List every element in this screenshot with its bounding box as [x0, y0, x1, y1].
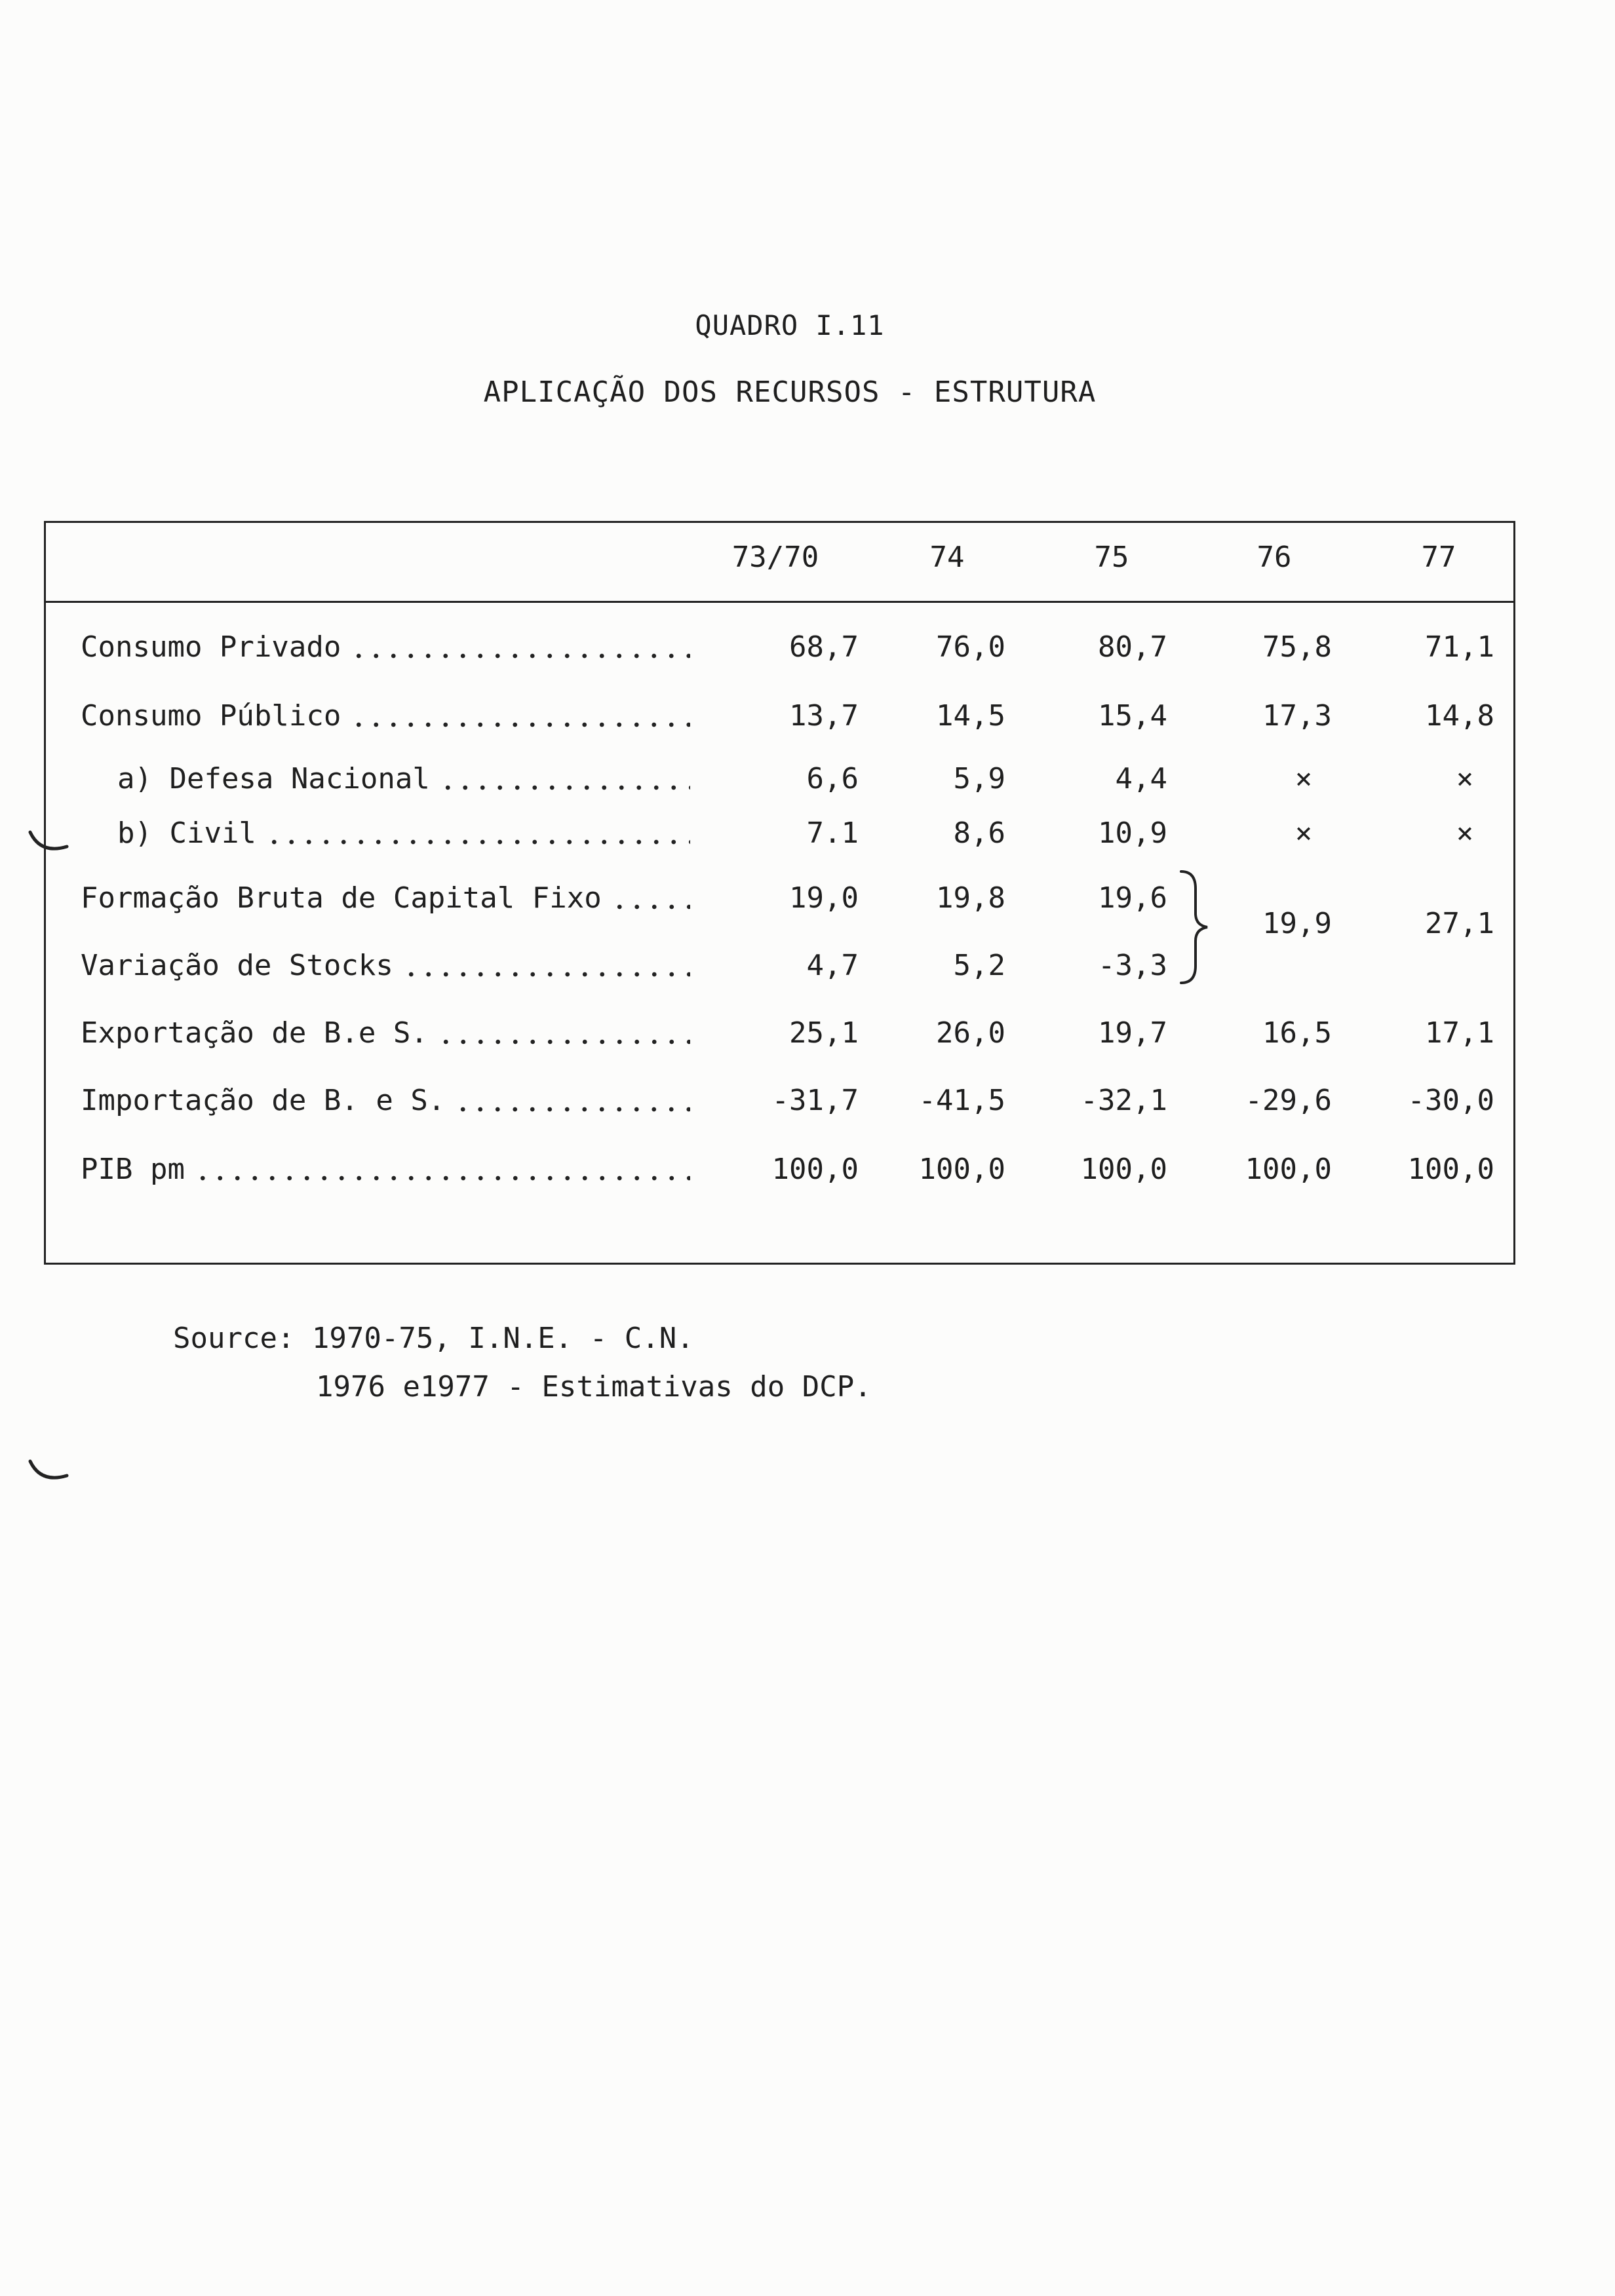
table-cell: 10,9 [1098, 816, 1167, 850]
table-header-row [0, 541, 1615, 575]
table-cell: 16,5 [1262, 1016, 1332, 1050]
table-number: QUADRO I.11 [695, 309, 885, 341]
source-note: Source: 1970-75, I.N.E. - C.N. [173, 1322, 694, 1355]
table-row-pib-pm [0, 1153, 1615, 1187]
table-cell: 6,6 [806, 762, 859, 795]
table-cell: 80,7 [1098, 630, 1167, 664]
column-header-75: 75 [1094, 541, 1129, 574]
table-cell-combined-76: 19,9 [1262, 907, 1332, 940]
table-row-fbcf-stocks-combined [0, 907, 1615, 941]
row-label [81, 630, 690, 664]
dot-leader [350, 630, 690, 664]
punch-mark-icon [26, 1456, 72, 1489]
source-note-continued: 1976 e1977 - Estimativas do DCP. [316, 1370, 872, 1404]
row-label [81, 1084, 690, 1118]
table-cell: 100,0 [1245, 1153, 1332, 1186]
table-cell: 19,0 [789, 881, 859, 915]
table-row-variacao-stocks [0, 949, 1615, 983]
table-cell: 13,7 [789, 699, 859, 733]
dot-leader [437, 1016, 690, 1050]
table-cell: 15,4 [1098, 699, 1167, 733]
table-cell-not-available: × [1294, 816, 1313, 850]
table-cell: 4,7 [806, 949, 859, 982]
row-label-text: b) Civil [117, 816, 256, 850]
table-row-defesa-nacional [0, 762, 1615, 796]
table-cell: 17,1 [1425, 1016, 1494, 1050]
table-cell: 19,7 [1098, 1016, 1167, 1050]
header-divider [44, 601, 1515, 603]
row-label [117, 816, 690, 851]
column-header-77: 77 [1421, 541, 1456, 574]
table-cell: 75,8 [1262, 630, 1332, 664]
row-label [81, 1153, 690, 1187]
row-label-text: Exportação de B.e S. [81, 1016, 428, 1050]
table-cell: 5,9 [953, 762, 1005, 795]
row-label [117, 762, 690, 796]
table-cell: -31,7 [771, 1084, 859, 1117]
table-cell: 19,6 [1098, 881, 1167, 915]
table-title: APLICAÇÃO DOS RECURSOS - ESTRUTURA [483, 375, 1097, 409]
column-header-76: 76 [1256, 541, 1292, 574]
table-cell: 71,1 [1425, 630, 1494, 664]
table-cell-combined-77: 27,1 [1425, 907, 1494, 940]
table-row-importacao [0, 1084, 1615, 1118]
punch-mark-icon [26, 827, 72, 860]
table-cell-not-available: × [1456, 762, 1474, 795]
table-cell: 19,8 [936, 881, 1005, 915]
dot-leader [350, 699, 690, 733]
table-cell: 4,4 [1115, 762, 1167, 795]
table-cell: 100,0 [918, 1153, 1005, 1186]
table-cell: 17,3 [1262, 699, 1332, 733]
table-cell: 14,8 [1425, 699, 1494, 733]
dot-leader [402, 949, 690, 983]
row-label-text: Variação de Stocks [81, 949, 393, 982]
table-cell: -3,3 [1098, 949, 1167, 982]
table-cell: 100,0 [771, 1153, 859, 1186]
table-row-exportacao [0, 1016, 1615, 1050]
table-cell: 26,0 [936, 1016, 1005, 1050]
row-label [81, 1016, 690, 1050]
table-cell: -41,5 [918, 1084, 1005, 1117]
table-cell-not-available: × [1294, 762, 1313, 795]
table-cell: -29,6 [1245, 1084, 1332, 1117]
table-cell: 25,1 [789, 1016, 859, 1050]
table-cell: 100,0 [1407, 1153, 1494, 1186]
dot-leader [454, 1084, 690, 1118]
table-row-civil [0, 816, 1615, 851]
table-cell: 7.1 [806, 816, 859, 850]
table-cell: 8,6 [953, 816, 1005, 850]
table-cell: 76,0 [936, 630, 1005, 664]
row-label-text: Consumo Público [81, 699, 341, 733]
row-label [81, 949, 690, 983]
row-label-text: Importação de B. e S. [81, 1084, 446, 1117]
table-cell: 14,5 [936, 699, 1005, 733]
table-row-consumo-publico [0, 699, 1615, 733]
dot-leader [439, 762, 690, 796]
column-header-74: 74 [929, 541, 965, 574]
dot-leader [265, 816, 690, 851]
table-row-consumo-privado [0, 630, 1615, 664]
row-label-text: PIB pm [81, 1153, 185, 1186]
table-cell: 100,0 [1080, 1153, 1167, 1186]
table-cell: -32,1 [1080, 1084, 1167, 1117]
row-label-text: Formação Bruta de Capital Fixo [81, 881, 602, 915]
column-header-73-70: 73/70 [731, 541, 819, 574]
table-cell: -30,0 [1407, 1084, 1494, 1117]
table-cell: 68,7 [789, 630, 859, 664]
row-label [81, 699, 690, 733]
table-cell: 5,2 [953, 949, 1005, 982]
row-label-text: Consumo Privado [81, 630, 341, 664]
table-cell-not-available: × [1456, 816, 1474, 850]
dot-leader [194, 1153, 690, 1187]
row-label-text: a) Defesa Nacional [117, 762, 430, 795]
